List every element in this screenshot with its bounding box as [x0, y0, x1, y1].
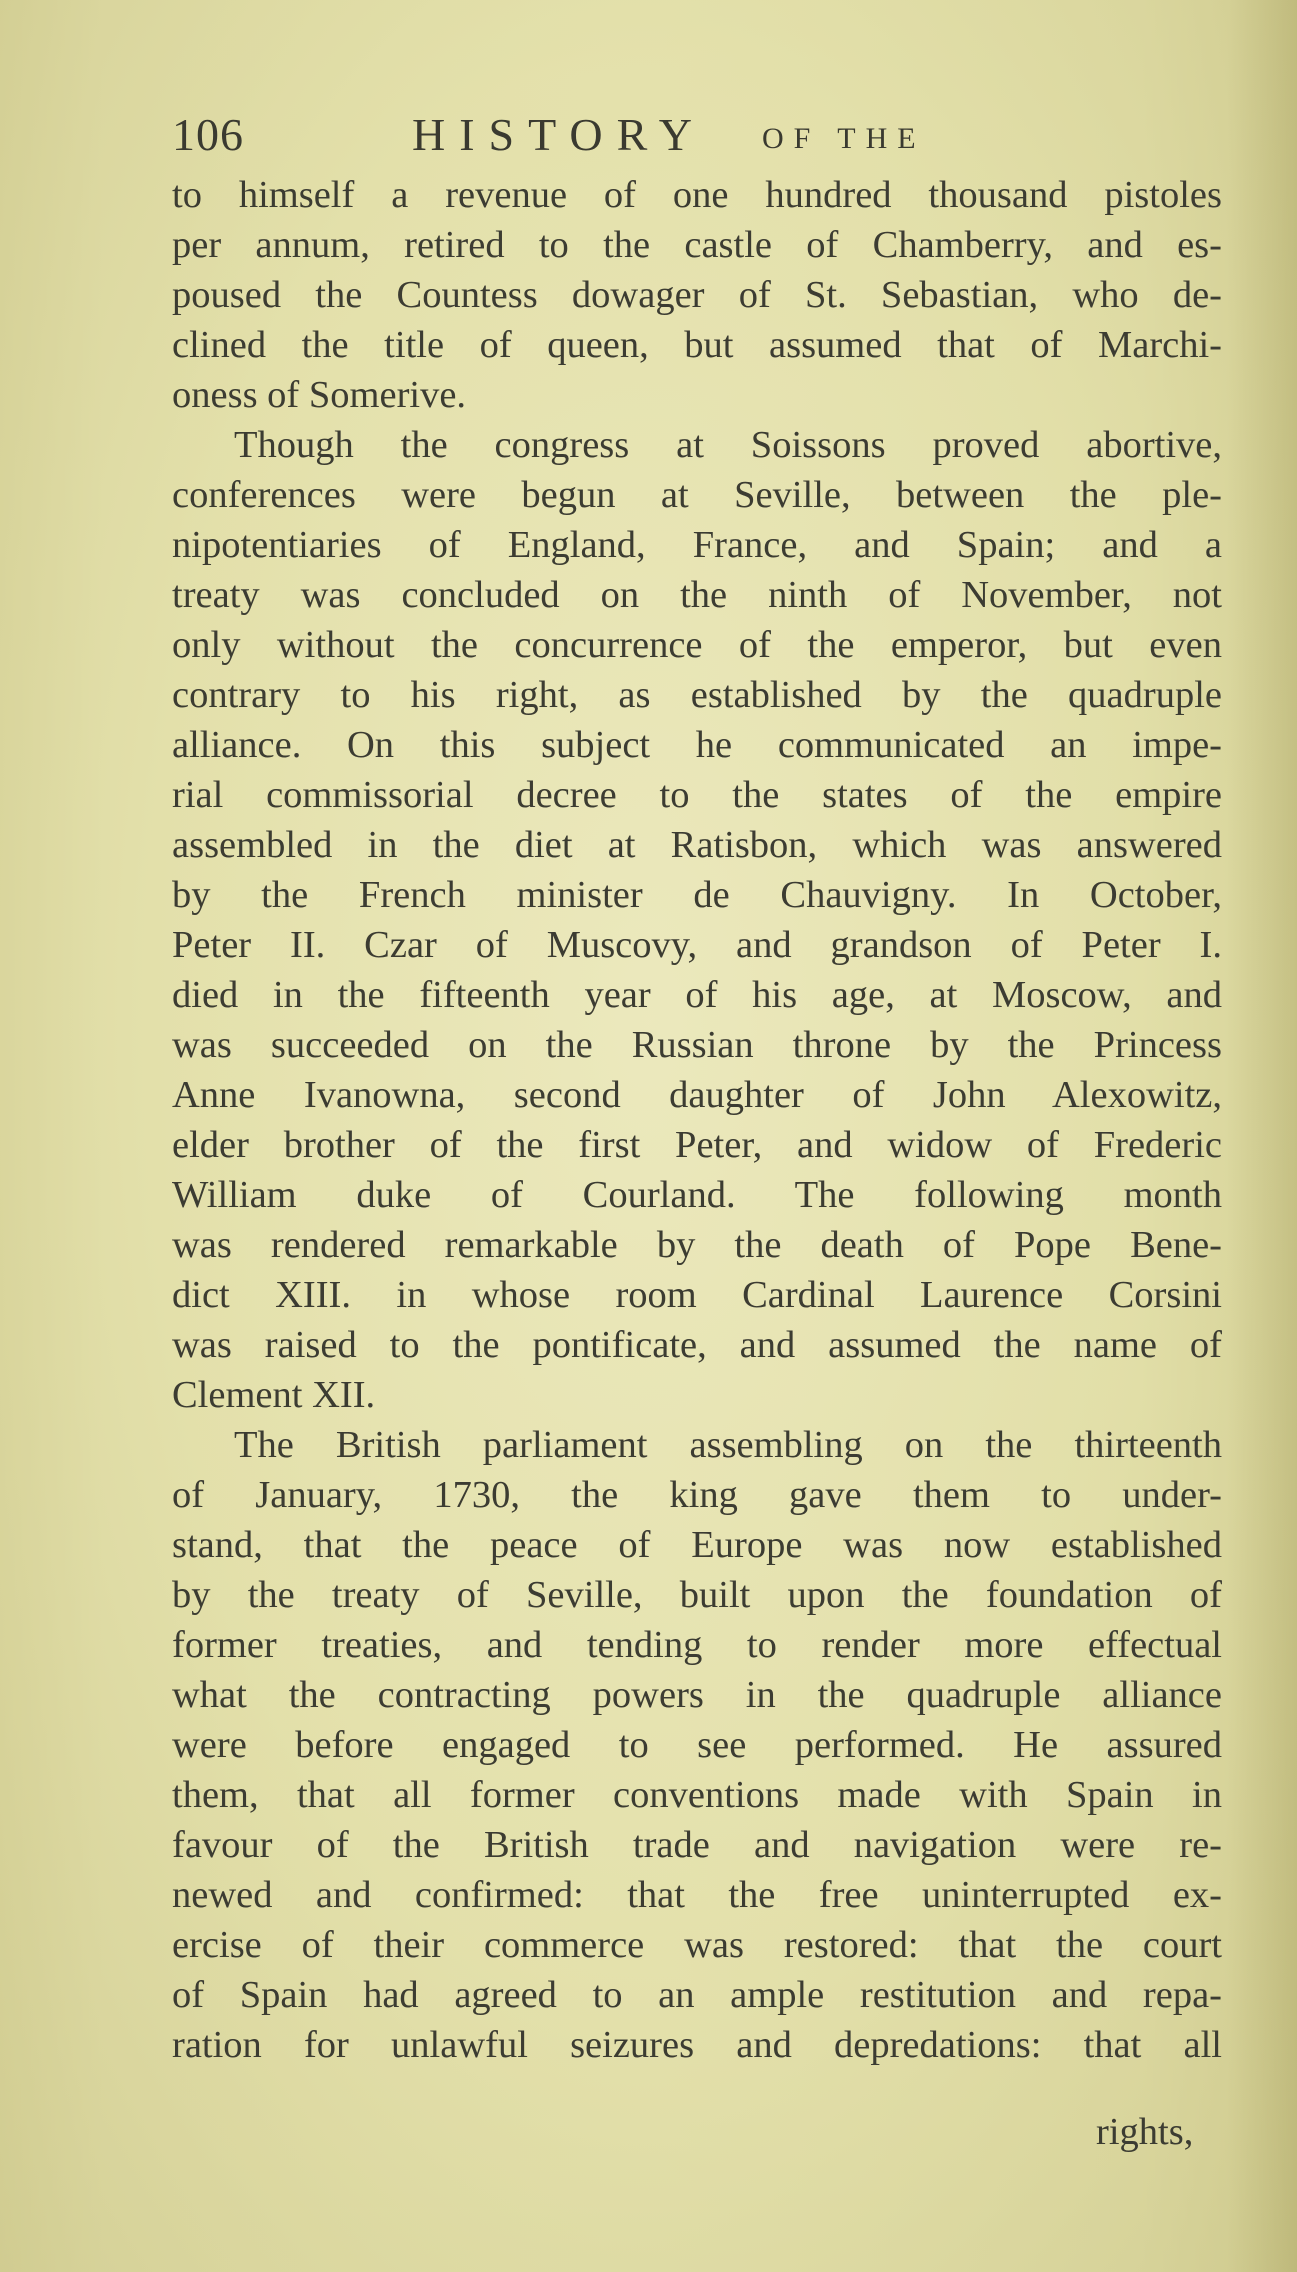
running-title-suffix: OF THE [762, 122, 926, 155]
running-header [172, 108, 1212, 168]
text-line: poused the Countess dowager of St. Sebastian, who de- [172, 274, 1222, 316]
text-line: dict XIII. in whose room Cardinal Laurence Corsini [172, 1274, 1222, 1316]
text-line: newed and confirmed: that the free uninterrupted ex- [172, 1874, 1222, 1916]
text-line: rial commissorial decree to the states of the empire [172, 774, 1222, 816]
text-line: assembled in the diet at Ratisbon, which was answered [172, 824, 1222, 866]
text-line: alliance. On this subject he communicated an impe- [172, 724, 1222, 766]
text-line: clined the title of queen, but assumed that of Marchi- [172, 324, 1222, 366]
text-line: favour of the British trade and navigation were re- [172, 1824, 1222, 1866]
text-line: oness of Somerive. [172, 374, 467, 416]
text-line: were before engaged to see performed. He assured [172, 1724, 1222, 1766]
text-line: by the French minister de Chauvigny. In October, [172, 874, 1222, 916]
page-edge-shadow [1227, 0, 1297, 2272]
text-line: Anne Ivanowna, second daughter of John Alexowitz, [172, 1074, 1222, 1116]
page-number: 106 [172, 109, 244, 160]
text-line: them, that all former conventions made with Spain in [172, 1774, 1222, 1816]
text-line: died in the fifteenth year of his age, at Moscow, and [172, 974, 1222, 1016]
text-line: only without the concurrence of the emperor, but even [172, 624, 1222, 666]
text-line: was succeeded on the Russian throne by the Princess [172, 1024, 1222, 1066]
body-text [172, 170, 1222, 2070]
paragraph-start-line: The British parliament assembling on the thirteenth [234, 1424, 1222, 1466]
text-line: Peter II. Czar of Muscovy, and grandson of Peter I. [172, 924, 1222, 966]
text-line: ration for unlawful seizures and depredations: that all [172, 2024, 1222, 2066]
running-title: HISTORY [412, 109, 706, 160]
text-line: conferences were begun at Seville, between the ple- [172, 474, 1222, 516]
text-line: per annum, retired to the castle of Chamberry, and es- [172, 224, 1222, 266]
text-line: to himself a revenue of one hundred thousand pistoles [172, 174, 1222, 216]
text-line: of January, 1730, the king gave them to under- [172, 1474, 1222, 1516]
text-line: of Spain had agreed to an ample restitution and repa- [172, 1974, 1222, 2016]
text-line: nipotentiaries of England, France, and Spain; and a [172, 524, 1222, 566]
text-line: treaty was concluded on the ninth of November, not [172, 574, 1222, 616]
text-line: by the treaty of Seville, built upon the foundation of [172, 1574, 1222, 1616]
text-line: former treaties, and tending to render more effectual [172, 1624, 1222, 1666]
text-line: William duke of Courland. The following month [172, 1174, 1222, 1216]
text-line: contrary to his right, as established by the quadruple [172, 674, 1222, 716]
text-line: elder brother of the first Peter, and widow of Frederic [172, 1124, 1222, 1166]
paragraph-start-line: Though the congress at Soissons proved abortive, [234, 424, 1222, 466]
catchword: rights, [1096, 2111, 1194, 2153]
text-line: stand, that the peace of Europe was now established [172, 1524, 1222, 1566]
text-line: ercise of their commerce was restored: that the court [172, 1924, 1222, 1966]
text-line: Clement XII. [172, 1374, 376, 1416]
text-line: what the contracting powers in the quadruple alliance [172, 1674, 1222, 1716]
text-line: was raised to the pontificate, and assumed the name of [172, 1324, 1222, 1366]
text-line: was rendered remarkable by the death of Pope Bene- [172, 1224, 1222, 1266]
